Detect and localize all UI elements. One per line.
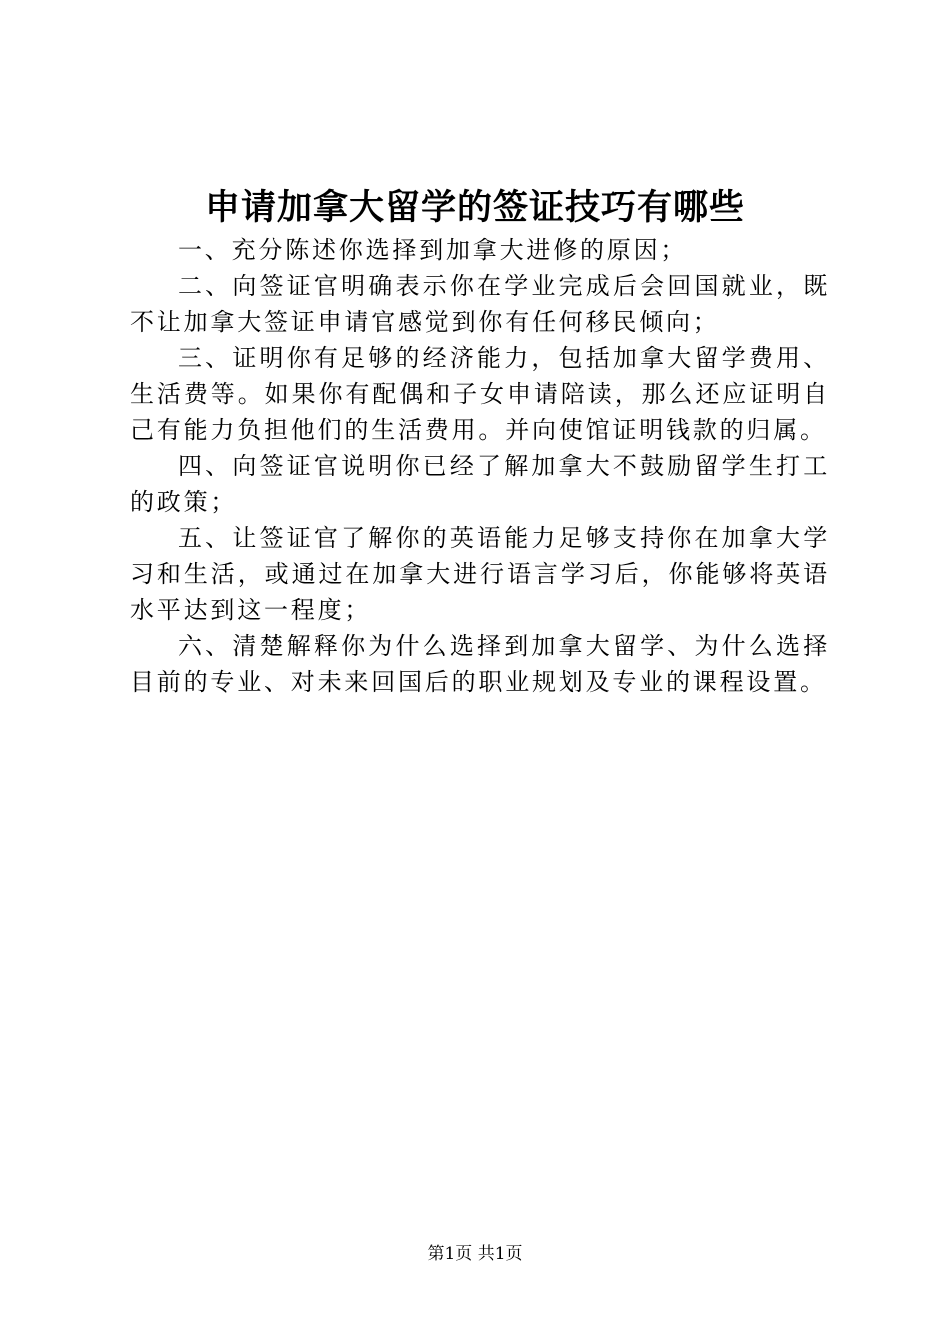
paragraph-4: 四、向签证官说明你已经了解加拿大不鼓励留学生打工的政策；	[130, 452, 830, 516]
document-body	[130, 232, 830, 700]
paragraph-3: 三、证明你有足够的经济能力，包括加拿大留学费用、生活费等。如果你有配偶和子女申请陪读，那么还应证明自己有能力负担他们的生活费用。并向使馆证明钱款的归属。	[130, 344, 830, 444]
document-title: 申请加拿大留学的签证技巧有哪些	[204, 187, 745, 228]
page-footer: 第1页 共1页	[427, 1244, 523, 1264]
paragraph-6: 六、清楚解释你为什么选择到加拿大留学、为什么选择目前的专业、对未来回国后的职业规划及专业的课程设置。	[130, 632, 830, 696]
paragraph-2: 二、向签证官明确表示你在学业完成后会回国就业，既不让加拿大签证申请官感觉到你有任何移民倾向；	[130, 272, 830, 336]
paragraph-1: 一、充分陈述你选择到加拿大进修的原因；	[178, 236, 688, 264]
paragraph-5: 五、让签证官了解你的英语能力足够支持你在加拿大学习和生活，或通过在加拿大进行语言学习后，你能够将英语水平达到这一程度；	[130, 524, 830, 624]
